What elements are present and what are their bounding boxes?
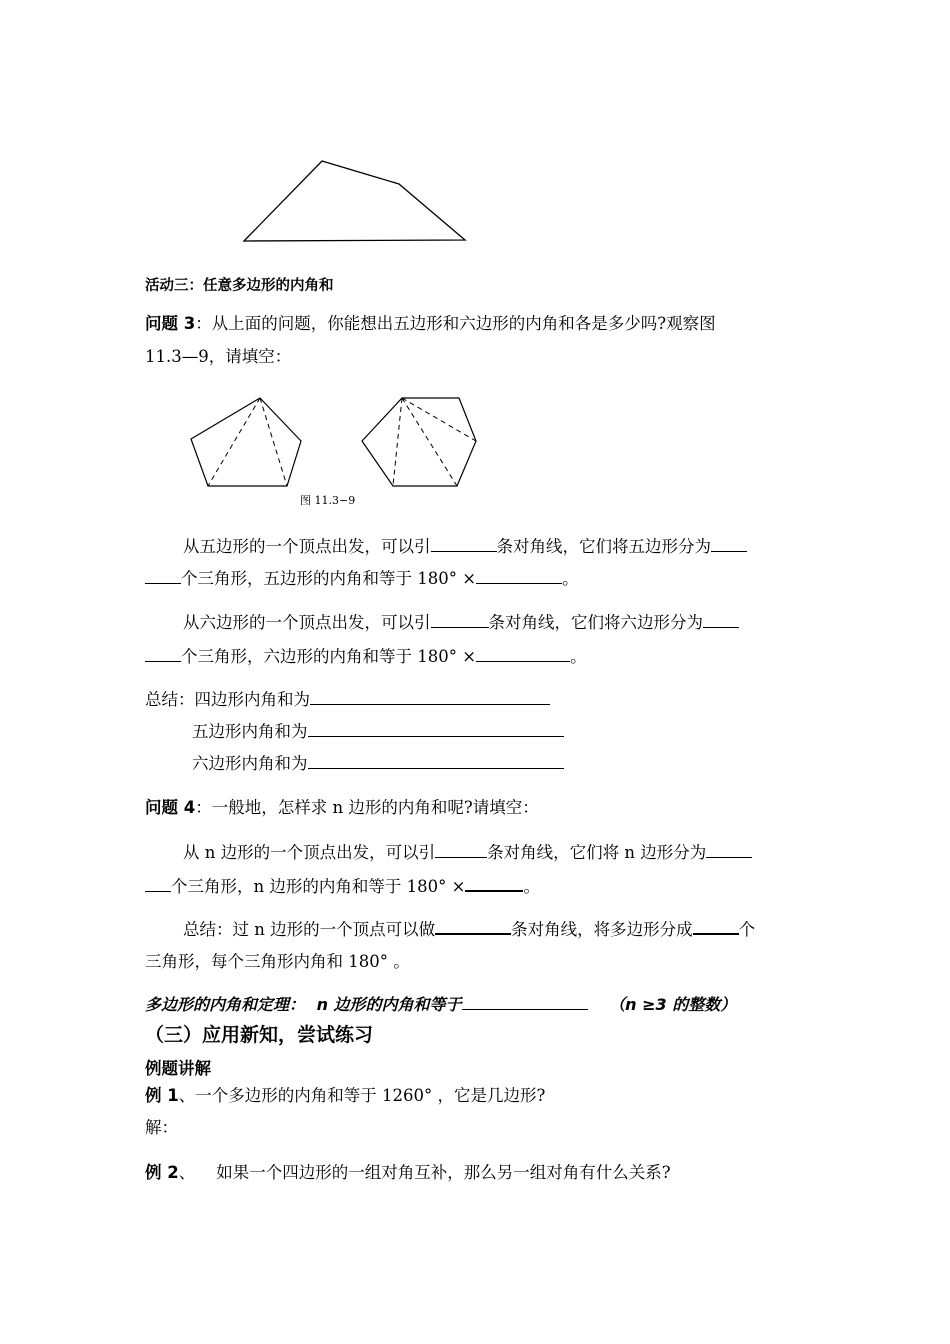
example1 [145,1085,545,1107]
theorem-line [145,993,736,1016]
hexagon-triangles-blank-b[interactable] [145,645,181,662]
theorem-blank[interactable] [462,993,588,1010]
summary2-line1 [183,917,755,941]
theorem-text: n 边形的内角和等于 [316,995,462,1014]
hexagon-sum-blank[interactable] [476,645,570,662]
pentagon-text-c: 个三角形，五边形的内角和等于 180° × [181,569,477,588]
summary-hexagon-label: 六边形内角和为 [192,754,308,773]
summary-quadrilateral [145,688,550,711]
ngon-triangles-blank-a[interactable] [706,841,752,858]
summary2-text-b: 条对角线，将多边形分成 [511,920,693,939]
summary-hexagon [192,752,564,775]
summary-quadrilateral-blank[interactable] [310,688,550,705]
section3-title: （三）应用新知，尝试练习 [145,1024,374,1046]
ngon-text-b: 条对角线，它们将 n 边形分为 [487,843,707,862]
pentagon-text-a: 从五边形的一个顶点出发，可以引 [183,537,431,556]
question4 [145,797,539,819]
ngon-line1 [183,841,752,864]
pentagon-period: 。 [562,569,579,588]
figure-caption: 图 11.3−9 [300,494,356,507]
summary-pentagon [192,720,564,743]
summary2-line2: 三角形，每个三角形内角和 180° 。 [145,952,410,971]
question3-text-line2: 11.3—9，请填空： [145,347,292,366]
hexagon-line2 [145,645,587,668]
example2 [145,1162,671,1184]
question4-text: ：一般地，怎样求 n 边形的内角和呢?请填空： [195,798,539,817]
hexagon-text-b: 条对角线，它们将六边形分为 [488,613,703,632]
examples-title: 例题讲解 [145,1059,211,1078]
hexagon-triangles-blank-a[interactable] [703,611,739,628]
example1-solution: 解： [145,1118,178,1137]
theorem-condition: （n ≥3 的整数） [609,995,737,1014]
ngon-text-a: 从 n 边形的一个顶点出发，可以引 [183,843,436,862]
activity3-title: 活动三：任意多边形的内角和 [145,278,334,294]
example1-label: 例 1 [145,1086,179,1105]
summary2-text-c: 个 [738,920,756,939]
pentagon-diagonals-blank[interactable] [431,535,497,552]
summary2-diagonals-blank[interactable] [435,917,511,935]
summary-hexagon-blank[interactable] [308,752,564,769]
ngon-triangles-blank-b[interactable] [145,875,171,892]
ngon-line2 [145,874,540,898]
hexagon-text-c: 个三角形，六边形的内角和等于 180° × [181,647,477,666]
ngon-sum-blank[interactable] [465,874,523,892]
example2-label: 例 2 [145,1163,179,1182]
pentagon-triangles-blank-b[interactable] [145,567,181,584]
pentagon-line2 [145,567,579,590]
hexagon-line1 [183,611,739,634]
ngon-diagonals-blank[interactable] [435,841,487,858]
pentagon-sum-blank[interactable] [476,567,562,584]
hexagon-period: 。 [570,647,587,666]
hexagon-text-a: 从六边形的一个顶点出发，可以引 [183,613,431,632]
example1-text: 、一个多边形的内角和等于 1260° ，它是几边形? [178,1086,546,1105]
hexagon-diagonals-blank[interactable] [431,611,489,628]
pentagon-triangles-blank-a[interactable] [711,535,747,552]
summary-pentagon-label: 五边形内角和为 [192,722,308,741]
ngon-text-c: 个三角形，n 边形的内角和等于 180° × [171,877,466,896]
theorem-label: 多边形的内角和定理： [145,995,306,1014]
hexagon-figure [0,0,950,500]
question4-label: 问题 4 [145,798,196,817]
summary-label: 总结：四边形内角和为 [145,690,310,709]
summary2-triangles-blank[interactable] [693,917,739,935]
summary2-text-a: 总结：过 n 边形的一个顶点可以做 [183,920,436,939]
example2-text: 、 如果一个四边形的一组对角互补，那么另一组对角有什么关系? [178,1163,671,1182]
question3-text-line1: ：从上面的问题，你能想出五边形和六边形的内角和各是多少吗?观察图 [195,314,716,333]
summary-pentagon-blank[interactable] [308,720,564,737]
ngon-period: 。 [523,877,540,896]
pentagon-text-b: 条对角线，它们将五边形分为 [496,537,711,556]
pentagon-line1 [183,535,747,558]
question3-label: 问题 3 [145,314,196,333]
